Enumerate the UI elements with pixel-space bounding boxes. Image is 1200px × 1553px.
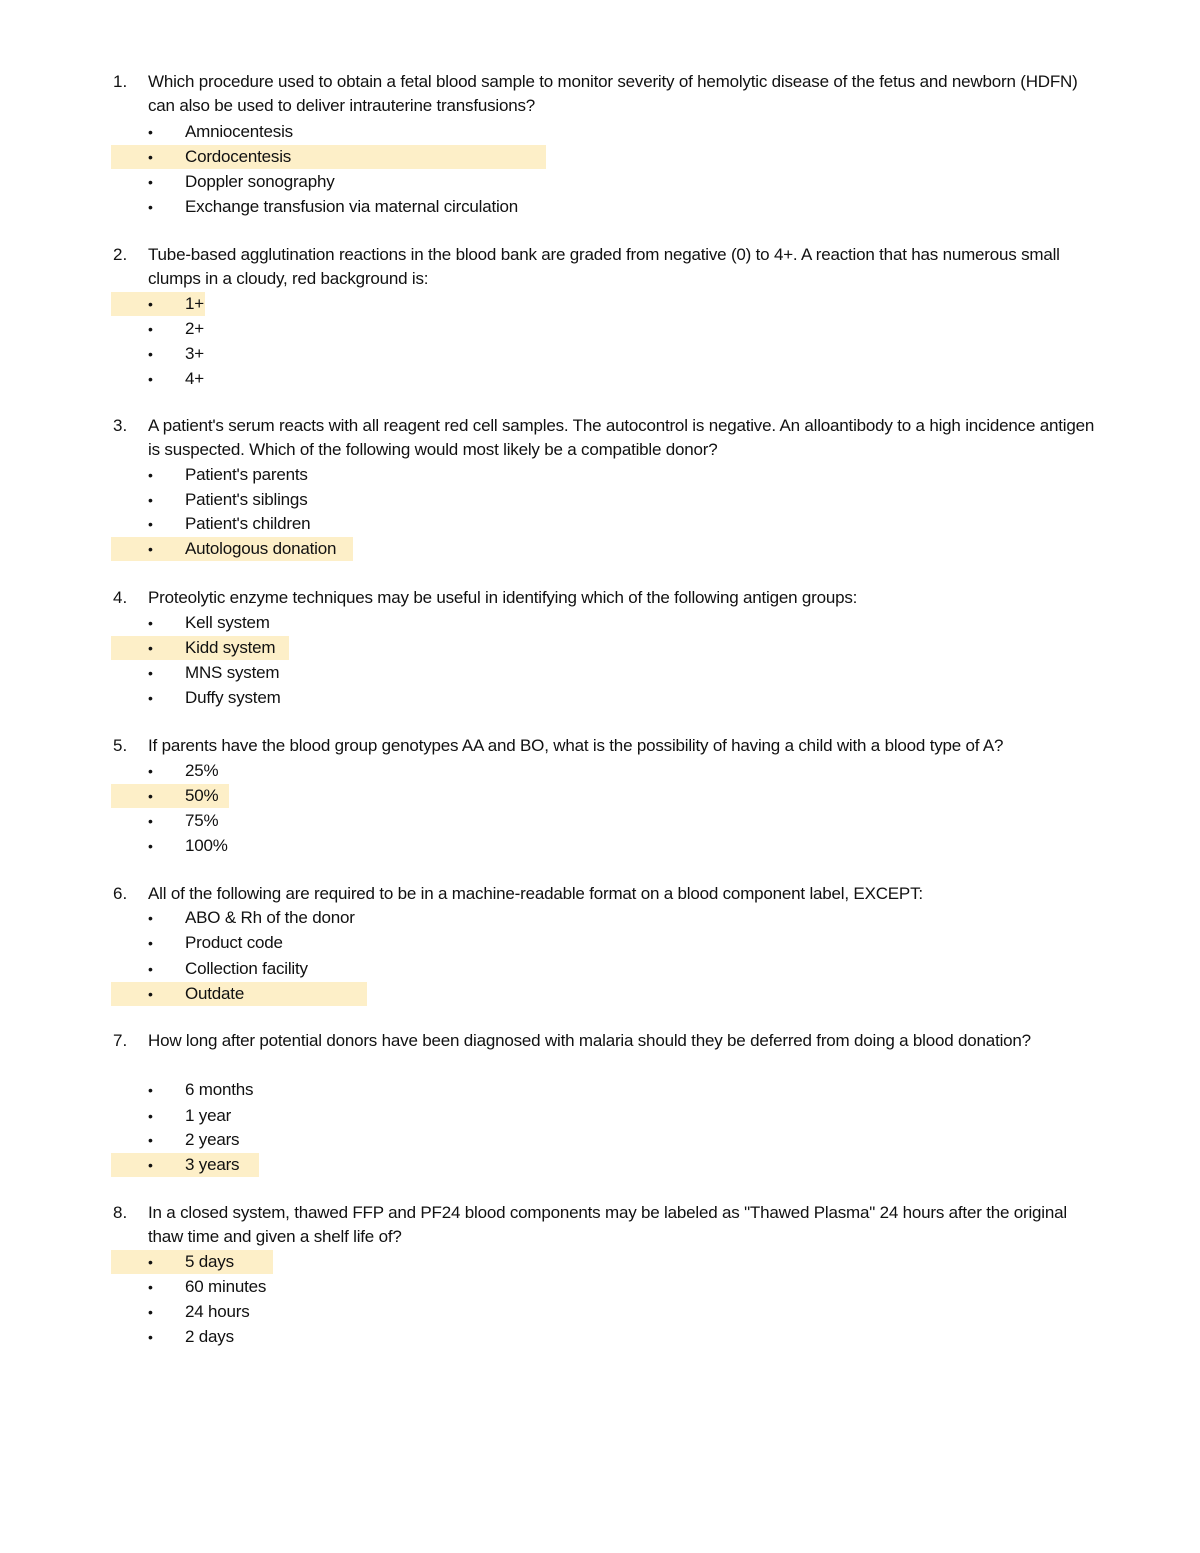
option-label: 3 years [185,1155,240,1174]
question-text: A patient's serum reacts with all reagent red cell samples. The autocontrol is negative. An alloantibody to a high incidence antigen is suspected. Which of the following would most likely be a compatible donor? [148,416,1095,459]
bullet-icon: • [148,321,153,337]
question-number: 7. [113,1031,128,1050]
bullet-icon: • [148,1082,153,1098]
bullet-icon: • [148,1132,153,1148]
option-label: 60 minutes [185,1277,267,1296]
option-highlighted [0,1153,1200,1177]
bullet-icon: • [148,492,153,508]
option-label: Cordocentesis [185,147,292,166]
bullet-icon: • [148,174,153,190]
bullet-icon: • [148,665,153,681]
option-label: 5 days [185,1252,234,1271]
bullet-icon: • [148,346,153,362]
bullet-icon: • [148,541,153,557]
option [0,957,1200,981]
bullet-icon: • [148,838,153,854]
bullet-icon: • [148,910,153,926]
question-text: Proteolytic enzyme techniques may be useful in identifying which of the following antigen groups: [148,588,858,607]
question-number: 1. [113,72,128,91]
option-label: ABO & Rh of the donor [185,908,355,927]
question-text: In a closed system, thawed FFP and PF24 blood components may be labeled as "Thawed Plasma" 24 hours after the original thaw time and given a shelf life of? [148,1203,1067,1246]
bullet-icon: • [148,516,153,532]
question-text: Which procedure used to obtain a fetal blood sample to monitor severity of hemolytic disease of the fetus and newborn (HDFN) can also be used to deliver intrauterine transfusions? [148,72,1078,115]
option [0,170,1200,194]
option [0,809,1200,833]
bullet-icon: • [148,615,153,631]
option-label: Kell system [185,613,270,632]
option [0,1128,1200,1152]
question-text: How long after potential donors have been diagnosed with malaria should they be deferred from doing a blood donation? [148,1031,1031,1050]
option-label: Amniocentesis [185,122,293,141]
bullet-icon: • [148,690,153,706]
bullet-icon: • [148,1329,153,1345]
option [0,834,1200,858]
option [0,1325,1200,1349]
option-label: 50% [185,786,219,805]
bullet-icon: • [148,296,153,312]
option-highlighted [0,636,1200,660]
option-highlighted [0,145,1200,169]
bullet-icon: • [148,371,153,387]
option-highlighted [0,784,1200,808]
bullet-icon: • [148,149,153,165]
option-label: 75% [185,811,219,830]
bullet-icon: • [148,763,153,779]
option [0,488,1200,512]
option [0,906,1200,930]
option [0,1078,1200,1102]
question-number: 5. [113,736,128,755]
option-label: Doppler sonography [185,172,335,191]
option-label: 3+ [185,344,204,363]
option [0,512,1200,536]
question-number: 8. [113,1203,128,1222]
option-label: 4+ [185,369,204,388]
option-highlighted [0,1250,1200,1274]
option-label: 24 hours [185,1302,250,1321]
bullet-icon: • [148,199,153,215]
option-label: 2 years [185,1130,240,1149]
option [0,317,1200,341]
bullet-icon: • [148,1304,153,1320]
bullet-icon: • [148,961,153,977]
option-highlighted [0,982,1200,1006]
option [0,661,1200,685]
question-text: Tube-based agglutination reactions in the blood bank are graded from negative (0) to 4+. A reaction that has numerous small clumps in a cloudy, red background is: [148,245,1060,288]
bullet-icon: • [148,1279,153,1295]
question-number: 6. [113,884,128,903]
bullet-icon: • [148,813,153,829]
option-label: 6 months [185,1080,254,1099]
option [0,1300,1200,1324]
option-label: 2+ [185,319,204,338]
option-label: Collection facility [185,959,308,978]
option [0,367,1200,391]
option-label: 100% [185,836,228,855]
answer-highlight [111,145,546,169]
bullet-icon: • [148,1157,153,1173]
option [0,931,1200,955]
option [0,1104,1200,1128]
option-label: 1 year [185,1106,232,1125]
option-label: Patient's children [185,514,311,533]
option [0,120,1200,144]
option [0,1275,1200,1299]
option-label: Outdate [185,984,245,1003]
option-label: Patient's parents [185,465,308,484]
option [0,611,1200,635]
option [0,195,1200,219]
bullet-icon: • [148,788,153,804]
option-highlighted [0,537,1200,561]
option-label: Autologous donation [185,539,337,558]
question-number: 2. [113,245,128,264]
option [0,463,1200,487]
option-label: Product code [185,933,283,952]
bullet-icon: • [148,124,153,140]
bullet-icon: • [148,986,153,1002]
option [0,686,1200,710]
option-label: Exchange transfusion via maternal circulation [185,197,519,216]
option-label: 2 days [185,1327,234,1346]
option [0,342,1200,366]
question-number: 3. [113,416,128,435]
bullet-icon: • [148,1254,153,1270]
option-label: Kidd system [185,638,276,657]
bullet-icon: • [148,935,153,951]
option-label: 25% [185,761,219,780]
question-text: If parents have the blood group genotypes AA and BO, what is the possibility of having a child with a blood type of A? [148,736,1004,755]
bullet-icon: • [148,467,153,483]
option-highlighted [0,292,1200,316]
option-label: Patient's siblings [185,490,308,509]
bullet-icon: • [148,1108,153,1124]
option-label: MNS system [185,663,280,682]
question-number: 4. [113,588,128,607]
option-label: 1+ [185,294,204,313]
option [0,759,1200,783]
question-text: All of the following are required to be in a machine-readable format on a blood component label, EXCEPT: [148,884,923,903]
bullet-icon: • [148,640,153,656]
option-label: Duffy system [185,688,281,707]
